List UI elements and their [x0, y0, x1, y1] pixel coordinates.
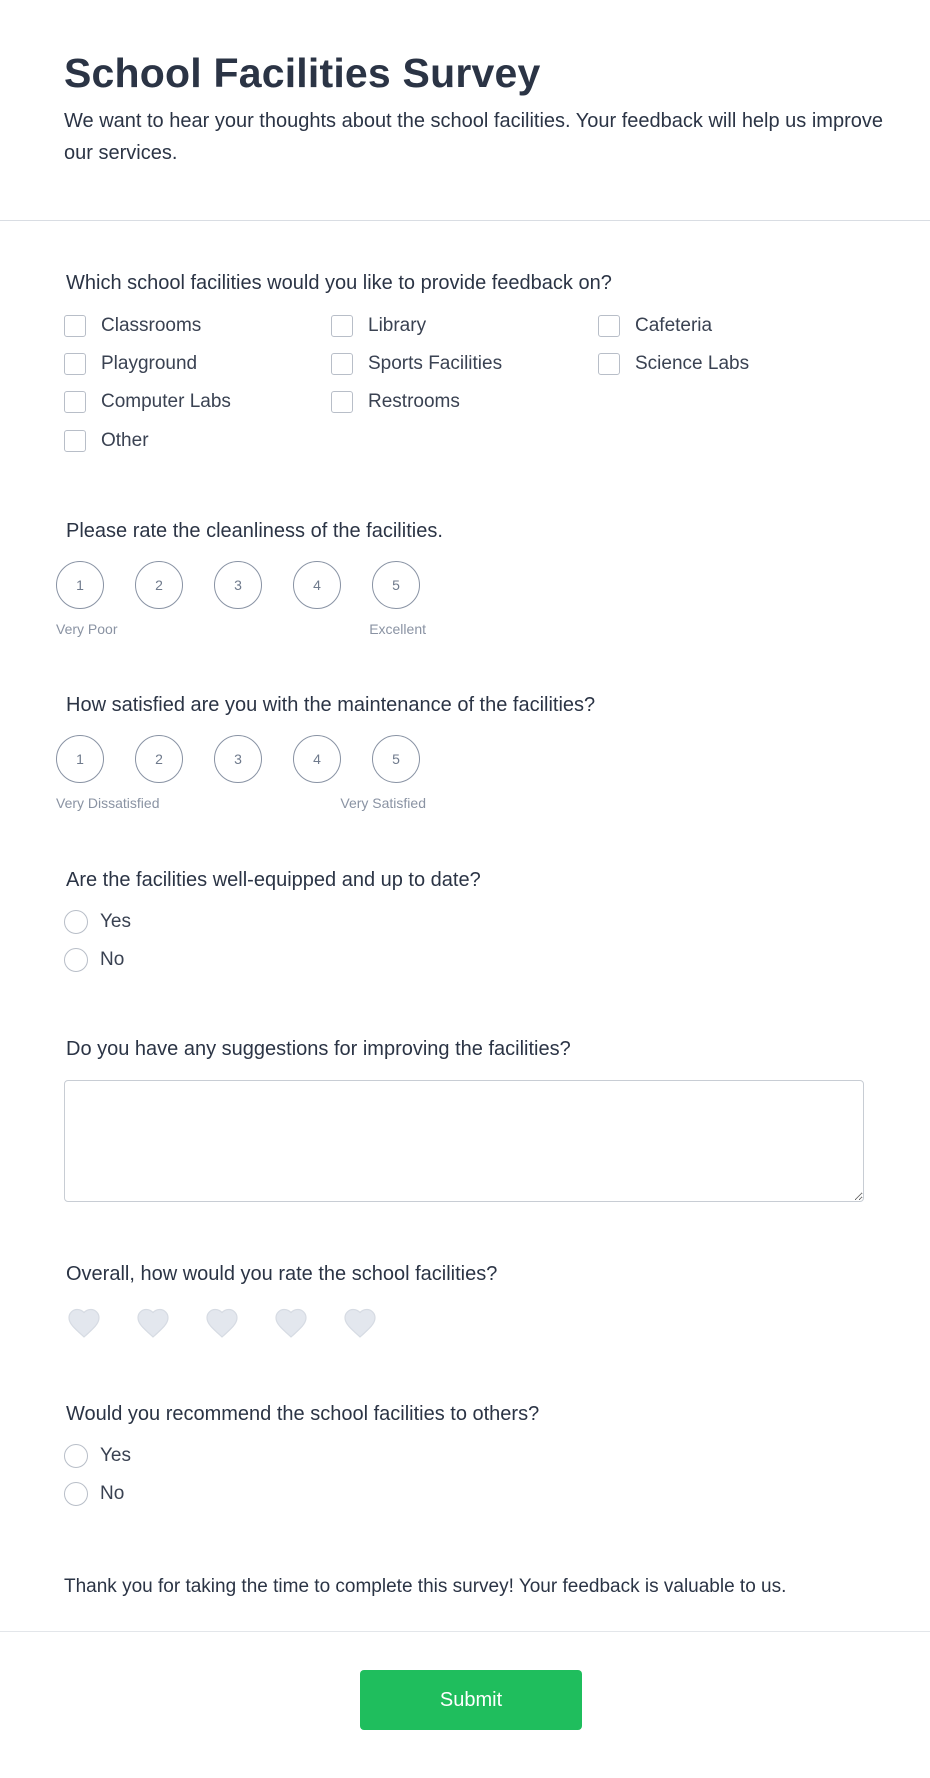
checkbox-box[interactable] — [331, 315, 353, 337]
heart-icon[interactable] — [66, 1305, 102, 1341]
radio-circle[interactable] — [64, 1482, 88, 1506]
heart-rating — [66, 1305, 386, 1341]
question-facilities-label: Which school facilities would you like to provide feedback on? — [66, 272, 612, 294]
rating-option-1[interactable]: 1 — [56, 561, 104, 609]
rating-option-2[interactable]: 2 — [135, 735, 183, 783]
radio-circle[interactable] — [64, 948, 88, 972]
question-maintenance-label: How satisfied are you with the maintenance of the facilities? — [66, 694, 596, 716]
checkbox-box[interactable] — [331, 353, 353, 375]
checkbox-label: Classrooms — [101, 315, 202, 336]
radio-label: No — [100, 1483, 125, 1504]
checkbox-box[interactable] — [598, 315, 620, 337]
question-recommend-label: Would you recommend the school facilities to others? — [66, 1403, 540, 1425]
radio-label: Yes — [100, 911, 131, 932]
checkbox-label: Other — [101, 430, 149, 451]
scale-low-label: Very Dissatisfied — [56, 795, 160, 811]
rating-option-4[interactable]: 4 — [293, 735, 341, 783]
rating-option-1[interactable]: 1 — [56, 735, 104, 783]
radio-equipped-yes[interactable] — [64, 909, 131, 935]
checkbox-label: Science Labs — [635, 353, 750, 374]
checkbox-playground[interactable] — [64, 352, 197, 376]
question-cleanliness-label: Please rate the cleanliness of the facilities. — [66, 520, 443, 542]
radio-label: No — [100, 949, 125, 970]
submit-button[interactable]: Submit — [360, 1670, 582, 1730]
rating-option-3[interactable]: 3 — [214, 561, 262, 609]
checkbox-sports-facilities[interactable] — [331, 352, 502, 376]
rating-option-4[interactable]: 4 — [293, 561, 341, 609]
checkbox-box[interactable] — [64, 430, 86, 452]
checkbox-label: Playground — [101, 353, 198, 374]
rating-option-5[interactable]: 5 — [372, 561, 420, 609]
rating-option-2[interactable]: 2 — [135, 561, 183, 609]
checkbox-label: Library — [368, 315, 427, 336]
radio-label: Yes — [100, 1445, 131, 1466]
heart-icon[interactable] — [135, 1305, 171, 1341]
radio-recommend-no[interactable] — [64, 1481, 124, 1507]
scale-high-label: Very Satisfied — [340, 795, 426, 811]
radio-circle[interactable] — [64, 1444, 88, 1468]
suggestions-textarea[interactable] — [64, 1080, 864, 1202]
checkbox-science-labs[interactable] — [598, 352, 749, 376]
checkbox-box[interactable] — [64, 315, 86, 337]
rating-option-3[interactable]: 3 — [214, 735, 262, 783]
checkbox-restrooms[interactable] — [331, 390, 460, 414]
checkbox-label: Sports Facilities — [368, 353, 503, 374]
thank-you-text: Thank you for taking the time to complete this survey! Your feedback is valuable to us. — [64, 1576, 787, 1597]
radio-recommend-yes[interactable] — [64, 1443, 131, 1469]
page-subtitle: We want to hear your thoughts about the school facilities. Your feedback will help us improve our services. — [64, 110, 883, 164]
checkbox-cafeteria[interactable] — [598, 314, 712, 338]
checkbox-label: Cafeteria — [635, 315, 713, 336]
scale-high-label: Excellent — [369, 621, 426, 637]
radio-circle[interactable] — [64, 910, 88, 934]
scale-low-label: Very Poor — [56, 621, 118, 637]
checkbox-box[interactable] — [64, 353, 86, 375]
checkbox-box[interactable] — [598, 353, 620, 375]
checkbox-label: Restrooms — [368, 391, 460, 412]
question-equipped-label: Are the facilities well-equipped and up to date? — [66, 869, 481, 891]
checkbox-classrooms[interactable] — [64, 314, 201, 338]
maintenance-rating-scale — [56, 735, 426, 825]
heart-icon[interactable] — [342, 1305, 378, 1341]
checkbox-computer-labs[interactable] — [64, 390, 231, 414]
question-overall-label: Overall, how would you rate the school facilities? — [66, 1263, 498, 1285]
checkbox-box[interactable] — [331, 391, 353, 413]
rating-option-5[interactable]: 5 — [372, 735, 420, 783]
checkbox-label: Computer Labs — [101, 391, 231, 412]
question-suggestions-label: Do you have any suggestions for improving the facilities? — [66, 1038, 571, 1060]
cleanliness-rating-scale — [56, 561, 426, 651]
survey-header — [0, 0, 930, 221]
footer-divider — [0, 1631, 930, 1632]
checkbox-other[interactable] — [64, 429, 149, 453]
heart-icon[interactable] — [204, 1305, 240, 1341]
radio-equipped-no[interactable] — [64, 947, 124, 973]
checkbox-library[interactable] — [331, 314, 426, 338]
checkbox-box[interactable] — [64, 391, 86, 413]
page-title: School Facilities Survey — [64, 50, 541, 96]
heart-icon[interactable] — [273, 1305, 309, 1341]
